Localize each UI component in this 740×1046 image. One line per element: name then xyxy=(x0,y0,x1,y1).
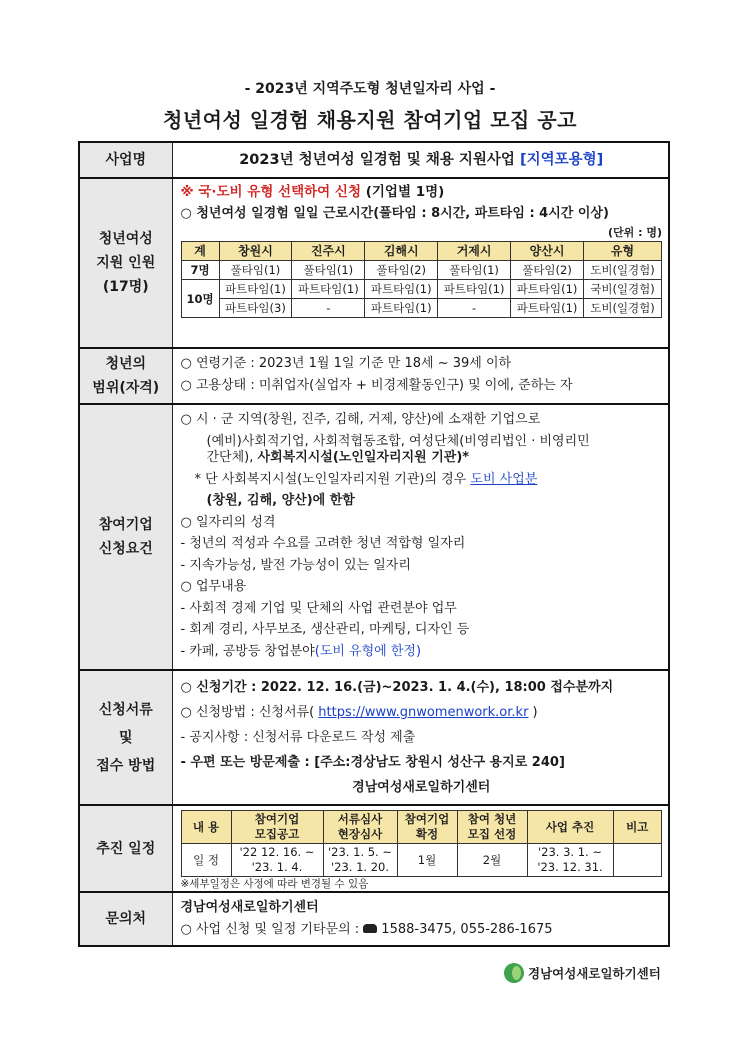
support-cell: 도비(일경험) xyxy=(584,299,662,318)
schedule-cell: 1월 xyxy=(397,844,457,877)
support-cell: 파트타임(1) xyxy=(365,299,438,318)
label-req-l1: 참여기업 xyxy=(98,517,153,533)
support-th: 양산시 xyxy=(511,242,584,261)
label-app-l3: 접수 방법 xyxy=(96,757,156,774)
support-cell: 풀타임(2) xyxy=(365,261,438,280)
table-row xyxy=(181,299,662,318)
support-th: 거제시 xyxy=(438,242,511,261)
row-business xyxy=(79,142,669,178)
support-hours: ○ 청년여성 일경험 일일 근로시간(풀타임 : 8시간, 파트타임 : 4시간 이상) xyxy=(180,206,609,221)
label-support xyxy=(79,178,172,348)
page-title: 청년여성 일경험 채용지원 참여기업 모집 공고 xyxy=(163,108,577,132)
support-cell: 국비(일경험) xyxy=(584,280,662,299)
req-l7: - 청년의 적성과 수요를 고려한 청년 적합형 일자리 xyxy=(180,536,466,551)
req-l9: ○ 업무내용 xyxy=(180,579,247,594)
req-l5: (창원, 김해, 양산)에 한함 xyxy=(206,493,355,508)
label-support-l1: 청년여성 xyxy=(98,231,153,247)
contact-org: 경남여성새로일하기센터 xyxy=(180,900,319,915)
support-th: 진주시 xyxy=(292,242,365,261)
req-l12a: - 카페, 공방등 창업분야 xyxy=(180,643,315,659)
req-l4b-link[interactable]: 도비 사업분 xyxy=(470,471,538,487)
schedule-cell xyxy=(613,844,662,877)
support-cell: 파트타임(1) xyxy=(438,280,511,299)
app-notice: - 공지사항 : 신청서류 다운로드 작성 제출 xyxy=(180,730,416,745)
support-th: 계 xyxy=(181,242,219,261)
support-cell: 풀타임(1) xyxy=(292,261,365,280)
row-contact xyxy=(79,892,669,946)
schedule-table xyxy=(181,810,663,877)
app-org: 경남여성새로일하기센터 xyxy=(352,780,491,795)
support-cell: 풀타임(1) xyxy=(219,261,292,280)
req-l12b: (도비 유형에 한정) xyxy=(314,643,422,659)
support-table xyxy=(181,241,663,318)
req-l3b: 사회복지시설(노인일자리지원 기관)* xyxy=(257,449,470,465)
schedule-cell: '22 12. 16. ~ '23. 1. 4. xyxy=(231,844,323,877)
support-cell: 파트타임(1) xyxy=(511,280,584,299)
support-notice-bold: (기업별 1명) xyxy=(365,184,445,200)
app-mail: - 우편 또는 방문제출 : [주소:경상남도 창원시 성산구 용지로 240] xyxy=(180,755,565,770)
label-youth-l2: 범위(자격) xyxy=(92,380,160,396)
label-business: 사업명 xyxy=(79,142,172,178)
label-application xyxy=(79,670,172,805)
schedule-th: 내 용 xyxy=(181,811,231,844)
support-total: 7명 xyxy=(181,261,219,280)
schedule-row-label: 일 정 xyxy=(181,844,231,877)
table-row xyxy=(181,280,662,299)
row-support xyxy=(79,178,669,348)
app-method-b: ) xyxy=(528,705,538,720)
req-l8: - 지속가능성, 발전 가능성이 있는 일자리 xyxy=(180,557,411,573)
contact-line-a: ○ 사업 신청 및 일정 기타문의 : xyxy=(180,922,364,937)
schedule-th: 서류심사 현장심사 xyxy=(323,811,397,844)
youth-age: ○ 연령기준 : 2023년 1월 1일 기준 만 18세 ~ 39세 이하 xyxy=(180,356,512,371)
support-cell: - xyxy=(438,299,511,318)
support-table-header xyxy=(181,242,662,261)
schedule-th: 참여 청년 모집 선정 xyxy=(457,811,527,844)
support-unit: (단위 : 명) xyxy=(608,226,662,239)
label-contact: 문의처 xyxy=(79,892,172,946)
support-th: 유형 xyxy=(584,242,662,261)
label-app-l1: 신청서류 xyxy=(98,701,153,718)
business-tag: [지역포용형] xyxy=(519,152,604,168)
logo-icon xyxy=(504,963,524,983)
schedule-cell: 2월 xyxy=(457,844,527,877)
support-cell: 도비(일경험) xyxy=(584,261,662,280)
schedule-cell: '23. 1. 5. ~ '23. 1. 20. xyxy=(323,844,397,877)
support-cell: 파트타임(1) xyxy=(511,299,584,318)
phone-icon xyxy=(363,924,377,933)
footer-logo xyxy=(504,962,661,984)
label-app-l2: 및 xyxy=(118,729,133,746)
req-l6: ○ 일자리의 성격 xyxy=(180,514,276,530)
row-application xyxy=(79,670,669,805)
req-l2: (예비)사회적기업, 사회적협동조합, 여성단체(비영리법인 · 비영리민 xyxy=(206,433,590,449)
support-cell: 파트타임(3) xyxy=(219,299,292,318)
contact-line xyxy=(181,919,663,941)
schedule-th: 사업 추진 xyxy=(527,811,613,844)
youth-employment: ○ 고용상태 : 미취업자(실업자 + 비경제활동인구) 및 이에, 준하는 자 xyxy=(180,378,573,393)
schedule-note: ※세부일정은 사정에 따라 변경될 수 있음 xyxy=(180,878,369,890)
support-total: 10명 xyxy=(181,280,219,318)
table-row xyxy=(181,844,662,877)
schedule-header xyxy=(181,811,662,844)
support-th: 창원시 xyxy=(219,242,292,261)
app-period: ○ 신청기간 : 2022. 12. 16.(금)~2023. 1. 4.(수), 18:00 접수분까지 xyxy=(180,680,614,695)
sup-title: - 2023년 지역주도형 청년일자리 사업 - xyxy=(244,81,496,97)
support-cell: - xyxy=(292,299,365,318)
req-l12 xyxy=(181,641,663,663)
app-website-link[interactable]: https://www.gnwomenwork.or.kr xyxy=(318,705,529,720)
support-notice-red: ※ 국·도비 유형 선택하여 신청 xyxy=(180,184,366,200)
req-l10: - 사회적 경제 기업 및 단체의 사업 관련분야 업무 xyxy=(180,600,457,616)
label-schedule: 추진 일정 xyxy=(79,805,172,892)
support-th: 김해시 xyxy=(365,242,438,261)
label-youth-l1: 청년의 xyxy=(105,356,147,372)
support-cell: 풀타임(1) xyxy=(438,261,511,280)
contact-phones: 1588-3475, 055-286-1675 xyxy=(381,922,553,937)
req-l11: - 회계 경리, 사무보조, 생산관리, 마케팅, 디자인 등 xyxy=(180,622,470,637)
row-requirements xyxy=(79,404,669,670)
label-youth xyxy=(79,348,172,404)
app-method-a: ○ 신청방법 : 신청서류( xyxy=(180,705,319,720)
row-schedule xyxy=(79,805,669,892)
label-support-l3: (17명) xyxy=(102,279,149,295)
support-cell: 파트타임(1) xyxy=(365,280,438,299)
label-support-l2: 지원 인원 xyxy=(96,255,156,271)
label-requirements xyxy=(79,404,172,670)
row-youth xyxy=(79,348,669,404)
req-l3 xyxy=(181,450,663,469)
support-cell: 파트타임(1) xyxy=(219,280,292,299)
notice-table xyxy=(78,141,670,947)
schedule-cell: '23. 3. 1. ~ '23. 12. 31. xyxy=(527,844,613,877)
support-notice xyxy=(181,181,663,203)
footer-logo-text: 경남여성새로일하기센터 xyxy=(528,966,661,981)
support-cell: 파트타임(1) xyxy=(292,280,365,299)
business-name: 2023년 청년여성 일경험 및 채용 지원사업 xyxy=(239,152,520,168)
table-row xyxy=(181,261,662,280)
app-method xyxy=(181,700,663,725)
schedule-th: 참여기업 모집공고 xyxy=(231,811,323,844)
label-req-l2: 신청요건 xyxy=(98,541,153,557)
req-l3a: 간단체), xyxy=(206,449,258,465)
req-l1: ○ 시 · 군 지역(창원, 진주, 김해, 거제, 양산)에 소재한 기업으로 xyxy=(180,412,541,427)
schedule-th: 참여기업 확정 xyxy=(397,811,457,844)
schedule-th: 비고 xyxy=(613,811,662,844)
req-l4 xyxy=(181,469,663,491)
req-l4a: * 단 사회복지시설(노인일자리지원 기관)의 경우 xyxy=(194,471,471,487)
support-cell: 풀타임(2) xyxy=(511,261,584,280)
